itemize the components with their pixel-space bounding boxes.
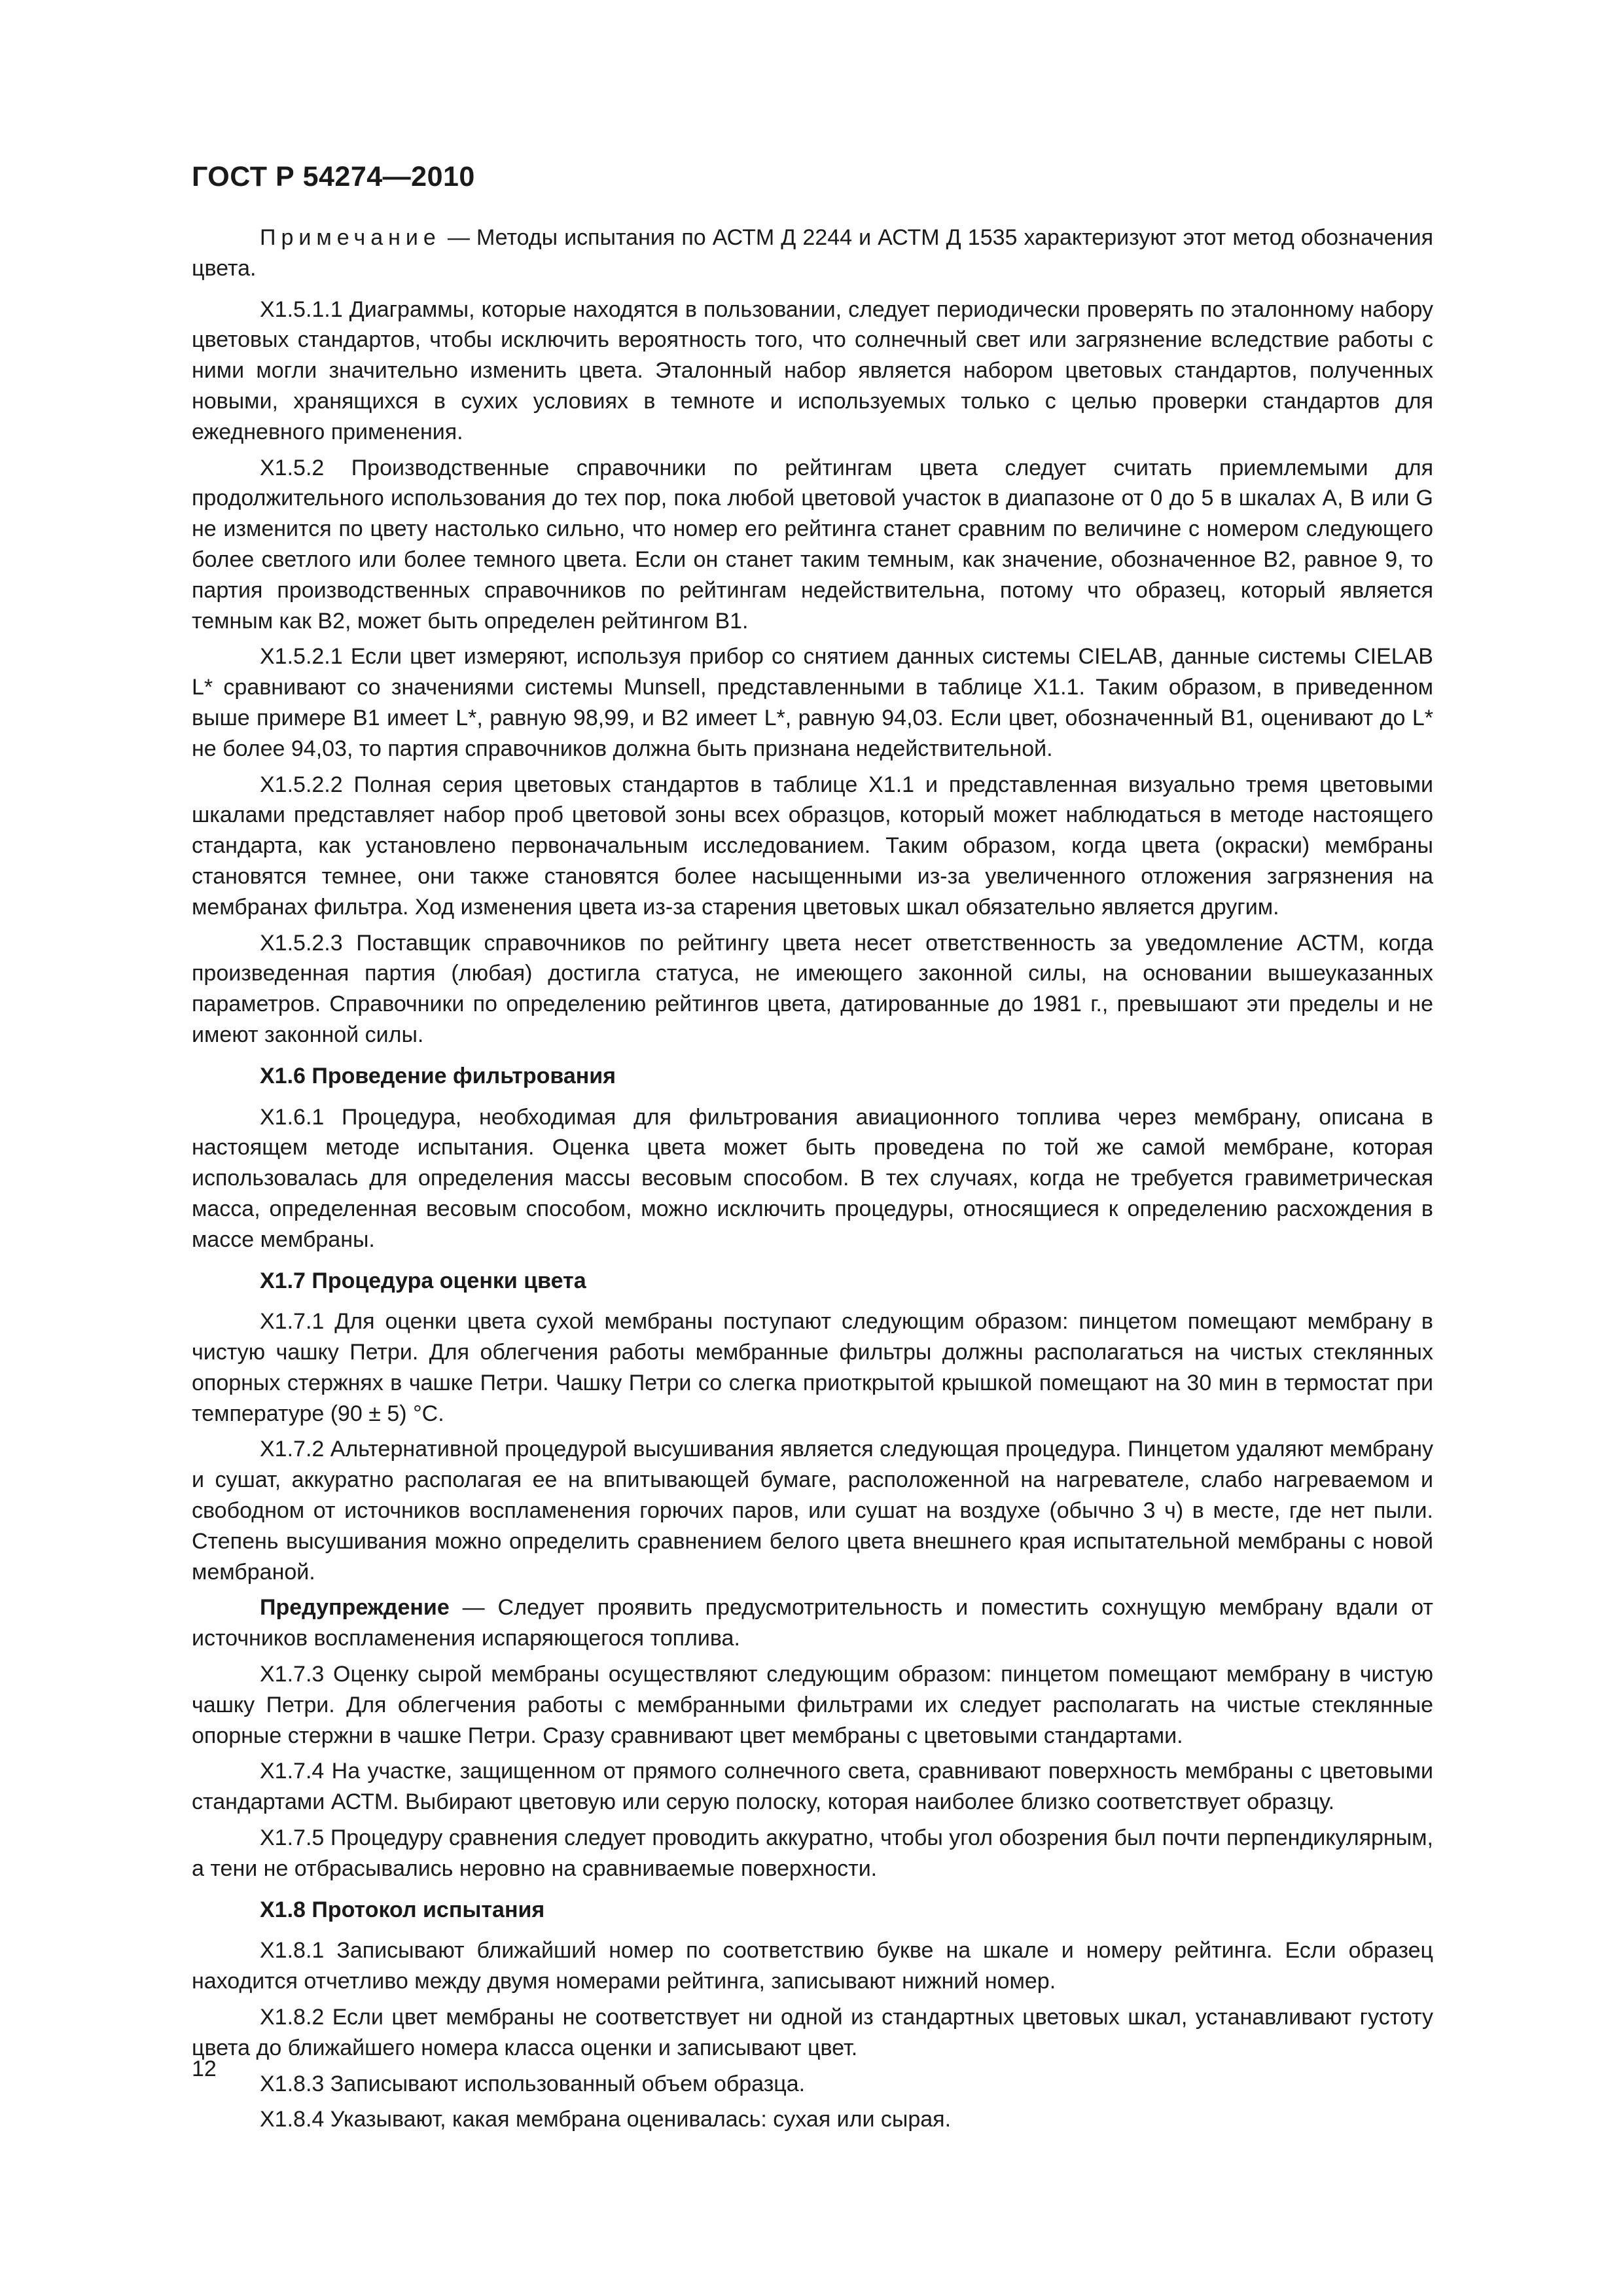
paragraph-x1-8-3: Х1.8.3 Записывают использованный объем образца. bbox=[260, 2071, 806, 2096]
paragraph-x1-7-2: Х1.7.2 Альтернативной процедурой высушивания является следующая процедура. Пинцетом удаляют мембрану и сушат, аккуратно располагая ее на впитывающей бумаге, расположенной на нагревателе, слабо нагреваемом и свободном от источников воспламенения горючих паров, или сушат на воздухе (обычно 3 ч) в месте, где нет пыли. Степень высушивания можно определить сравнением белого цвета внешнего края испытательной мембраны с новой мембраной. bbox=[192, 1437, 1433, 1585]
paragraph-x1-5-2-3: Х1.5.2.3 Поставщик справочников по рейтингу цвета несет ответственность за уведомление АСТМ, когда произведенная партия (любая) достигла статуса, не имеющего законной силы, на основании вышеуказанных параметров. Справочники по определению рейтингов цвета, датированные до 1981 г., превышают эти пределы и не имеют законной силы. bbox=[192, 930, 1433, 1047]
paragraph-x1-5-2-2: Х1.5.2.2 Полная серия цветовых стандартов в таблице Х1.1 и представленная визуально тремя цветовыми шкалами представляет набор проб цветовой зоны всех образцов, который может наблюдаться в методе настоящего стандарта, как установлено первоначальным исследованием. Таким образом, когда цвета (окраски) мембраны становятся темнее, они также становятся более насыщенными из-за увеличенного отложения загрязнения на мембранах фильтра. Ход изменения цвета из-за старения цветовых шкал обязательно является другим. bbox=[192, 772, 1433, 920]
section-heading-x1-8: Х1.8 Протокол испытания bbox=[260, 1897, 545, 1922]
document-id-header: ГОСТ Р 54274—2010 bbox=[192, 161, 475, 192]
document-body bbox=[192, 223, 1433, 2135]
warning-text: — Следует проявить предусмотрительность и поместить сохнущую мембрану вдали от источников воспламенения испаряющегося топлива. bbox=[192, 1595, 1433, 1651]
paragraph-x1-8-2: Х1.8.2 Если цвет мембраны не соответствует ни одной из стандартных цветовых шкал, устанавливают густоту цвета до ближайшего номера класса оценки и записывают цвет. bbox=[192, 2005, 1433, 2060]
paragraph-x1-8-1: Х1.8.1 Записывают ближайший номер по соответствию букве на шкале и номеру рейтинга. Если образец находится отчетливо между двумя номерами рейтинга, записывают нижний номер. bbox=[192, 1938, 1433, 1994]
paragraph-x1-7-4: Х1.7.4 На участке, защищенном от прямого солнечного света, сравнивают поверхность мембраны с цветовыми стандартами АСТМ. Выбирают цветовую или серую полоску, которая наиболее близко соответствует образцу. bbox=[192, 1759, 1433, 1815]
paragraph-x1-5-2-1: Х1.5.2.1 Если цвет измеряют, используя прибор со снятием данных системы CIELAB, данные системы CIELAB L* сравнивают со значениями системы Munsell, представленными в таблице Х1.1. Таким образом, в приведенном выше примере В1 имеет L*, равную 98,99, и В2 имеет L*, равную 94,03. Если цвет, обозначенный В1, оценивают до L* не более 94,03, то партия справочников должна быть признана недействительной. bbox=[192, 644, 1433, 761]
paragraph-x1-5-2: Х1.5.2 Производственные справочники по рейтингам цвета следует считать приемлемыми для продолжительного использования до тех пор, пока любой цветовой участок в диапазоне от 0 до 5 в шкалах А, В или G не изменится по цвету настолько сильно, что номер его рейтинга станет сравним по величине с номером следующего более светлого или более темного цвета. Если он станет таким темным, как значение, обозначенное В2, равное 9, то партия производственных справочников по рейтингам недействительна, потому что образец, который является темным как В2, может быть определен рейтингом В1. bbox=[192, 455, 1433, 634]
paragraph-x1-5-1-1: Х1.5.1.1 Диаграммы, которые находятся в пользовании, следует периодически проверять по эталонному набору цветовых стандартов, чтобы исключить вероятность того, что солнечный свет или загрязнение вследствие работы с ними могли значительно изменить цвета. Эталонный набор является набором цветовых стандартов, полученных новыми, хранящихся в сухих условиях в темноте и используемых только с целью проверки стандартов для ежедневного применения. bbox=[192, 296, 1433, 444]
paragraph-x1-7-3: Х1.7.3 Оценку сырой мембраны осуществляют следующим образом: пинцетом помещают мембрану в чистую чашку Петри. Для облегчения работы с мембранными фильтрами их следует располагать на чистые стеклянные опорные стержни в чашке Петри. Сразу сравнивают цвет мембраны с цветовыми стандартами. bbox=[192, 1662, 1433, 1748]
section-heading-x1-7: Х1.7 Процедура оценки цвета bbox=[260, 1268, 586, 1293]
warning-label: Предупреждение bbox=[260, 1595, 450, 1621]
section-heading-x1-6: Х1.6 Проведение фильтрования bbox=[260, 1063, 616, 1088]
page-number: 12 bbox=[192, 2056, 217, 2081]
paragraph-x1-7-1: Х1.7.1 Для оценки цвета сухой мембраны поступают следующим образом: пинцетом помещают мембрану в чистую чашку Петри. Для облегчения работы мембранные фильтры должны располагаться на чистых стеклянных опорных стержнях в чашке Петри. Чашку Петри со слегка приоткрытой крышкой помещают на 30 мин в термостат при температуре (90 ± 5) °С. bbox=[192, 1309, 1433, 1426]
paragraph-x1-7-5: Х1.7.5 Процедуру сравнения следует проводить аккуратно, чтобы угол обозрения был почти перпендикулярным, а тени не отбрасывались неровно на сравниваемые поверхности. bbox=[192, 1825, 1433, 1881]
warning-paragraph bbox=[192, 1592, 1433, 1654]
paragraph-x1-8-4: Х1.8.4 Указывают, какая мембрана оценивалась: сухая или сырая. bbox=[260, 2107, 952, 2132]
paragraph-x1-6-1: Х1.6.1 Процедура, необходимая для фильтрования авиационного топлива через мембрану, описана в настоящем методе испытания. Оценка цвета может быть проведена по той же самой мембране, которая использовалась для определения массы весовым способом. В тех случаях, когда не требуется гравиметрическая масса, определенная весовым способом, можно исключить процедуры, относящиеся к определению расхождения в массе мембраны. bbox=[192, 1104, 1433, 1252]
note-label: Примечание bbox=[260, 225, 441, 250]
note-paragraph bbox=[192, 223, 1433, 284]
note-text: — Методы испытания по АСТМ Д 2244 и АСТМ Д 1535 характеризуют этот метод обозначения цвета. bbox=[192, 225, 1433, 281]
